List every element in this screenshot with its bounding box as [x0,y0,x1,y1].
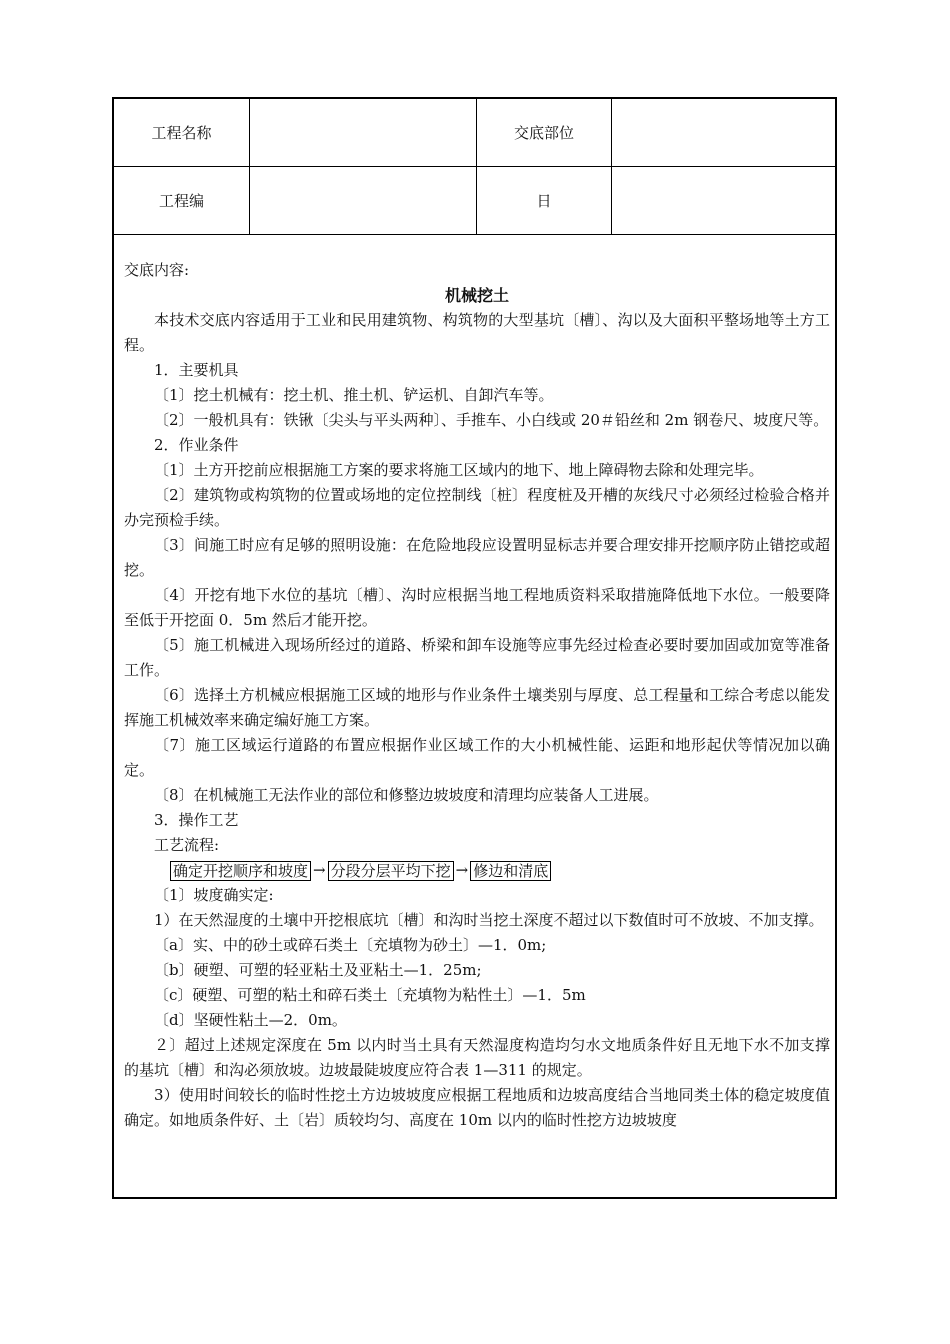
flow-label: 工艺流程: [154,836,220,854]
arrow-right-icon: → [313,861,326,879]
content-label: 交底内容: [124,261,190,279]
row-divider [114,234,835,235]
paragraph: 〔1〕挖土机械有：挖土机、推土机、铲运机、自卸汽车等。 [154,386,554,404]
paragraph: 〔1〕土方开挖前应根据施工方案的要求将施工区域内的地下、地上障碍物去除和处理完毕。 [154,461,764,479]
section-heading: 2．作业条件 [154,436,239,454]
paragraph: 〔6〕选择土方机械应根据施工区域的地形与作业条件土壤类别与厚度、总工程量和工综合考虑以能发挥施工机械效率来确定编好施工方案。 [124,686,830,729]
paragraph: 〔5〕施工机械进入现场所经过的道路、桥梁和卸车设施等应事先经过检查必要时要加固或加宽等准备工作。 [124,636,830,679]
list-item: 〔d〕坚硬性粘土—2．0m。 [154,1011,347,1029]
handover-content [124,258,830,1133]
list-item: 〔c〕硬塑、可塑的粘土和碎石类土〔充填物为粘性土〕—1．5m [154,986,586,1004]
paragraph: ２〕超过上述规定深度在 5m 以内时当土具有天然湿度构造均匀水文地质条件好且无地下水不加支撑的基坑〔槽〕和沟必须放坡。边坡最陡坡度应符合表 1—311 的规定。 [124,1036,830,1079]
project-no-label: 工程编 [158,192,204,210]
date-field[interactable] [612,167,835,234]
section-heading: 1．主要机具 [154,361,239,379]
paragraph: 〔2〕一般机具有：铁锹〔尖头与平头两种〕、手推车、小白线或 20＃铅丝和 2m 钢卷尺、坡度尺等。 [154,411,829,429]
handover-form [112,97,837,1199]
part-field[interactable] [612,99,835,166]
document-title: 机械挖土 [444,286,509,305]
project-no-field[interactable] [250,167,476,234]
date-label: 日 [536,192,552,210]
flow-step: 分段分层平均下挖 [328,861,454,881]
paragraph: 〔7〕施工区域运行道路的布置应根据作业区域工作的大小机械性能、运距和地形起伏等情况加以确定。 [124,736,830,779]
flow-step: 确定开挖顺序和坡度 [170,861,311,881]
paragraph: 〔3〕间施工时应有足够的照明设施：在危险地段应设置明显标志并要合理安排开挖顺序防止错挖或超挖。 [124,536,830,579]
list-item: 〔b〕硬塑、可塑的轻亚粘土及亚粘土—1．25m; [154,961,482,979]
paragraph: 〔2〕建筑物或构筑物的位置或场地的定位控制线〔桩〕程度桩及开槽的灰线尺寸必须经过检验合格并办完预检手续。 [124,486,830,529]
intro-paragraph: 本技术交底内容适用于工业和民用建筑物、构筑物的大型基坑〔槽〕、沟以及大面积平整场地等土方工程。 [124,311,830,354]
paragraph: 〔4〕开挖有地下水位的基坑〔槽〕、沟时应根据当地工程地质资料采取措施降低地下水位。一般要降至低于开挖面 0．5m 然后才能开挖。 [124,586,830,629]
part-label: 交底部位 [513,124,574,142]
project-name-label: 工程名称 [151,124,212,142]
paragraph: 〔8〕在机械施工无法作业的部位和修整边坡坡度和清理均应装备人工进展。 [154,786,659,804]
project-name-field[interactable] [250,99,476,166]
list-item: 〔a〕实、中的砂土或碎石类土〔充填物为砂土〕—1．0m; [154,936,547,954]
paragraph: 3）使用时间较长的临时性挖土方边坡坡度应根据工程地质和边坡高度结合当地同类土体的稳定坡度值确定。如地质条件好、土〔岩〕质较均匀、高度在 10m 以内的临时性挖方边坡坡度 [124,1086,830,1129]
paragraph: 1）在天然湿度的土壤中开挖根底坑〔槽〕和沟时当挖土深度不超过以下数值时可不放坡、不加支撑。 [154,911,824,929]
paragraph: 〔1〕坡度确实定: [154,886,274,904]
section-heading: 3．操作工艺 [154,811,239,829]
flow-step: 修边和清底 [470,861,551,881]
process-flow [124,858,830,883]
arrow-right-icon: → [455,861,469,879]
